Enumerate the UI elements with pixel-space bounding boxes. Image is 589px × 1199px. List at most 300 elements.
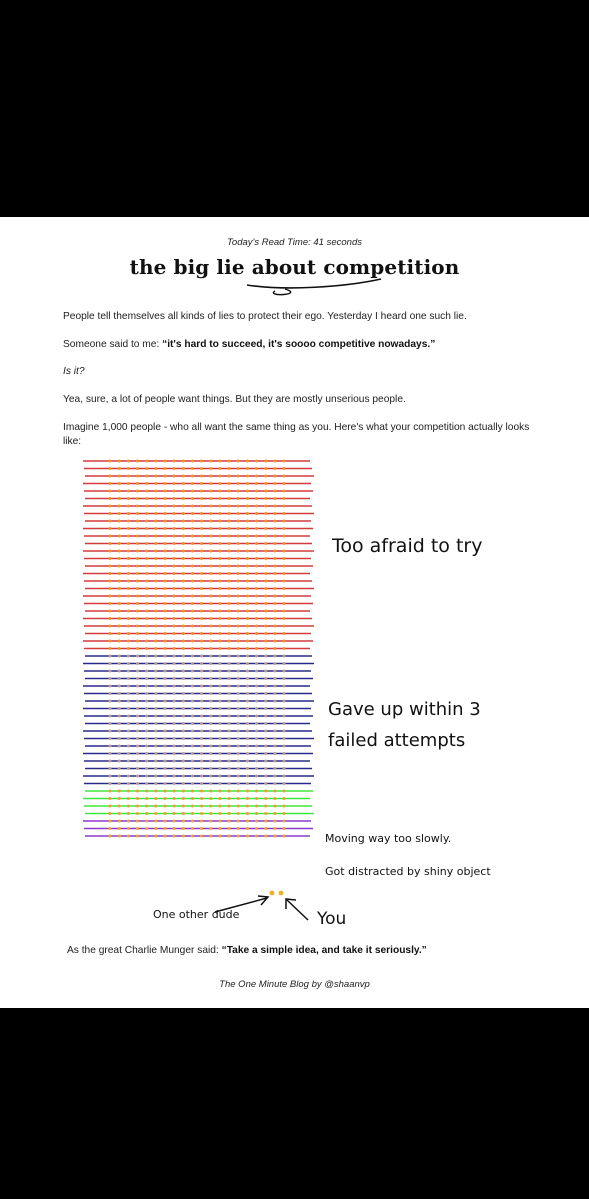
person-dot xyxy=(273,565,276,568)
person-dot xyxy=(237,707,240,710)
person-dot xyxy=(228,460,231,463)
person-dot xyxy=(218,527,221,530)
person-dot xyxy=(283,557,286,560)
person-dot xyxy=(200,775,203,778)
person-dot xyxy=(118,767,121,770)
person-dot xyxy=(228,737,231,740)
person-dot xyxy=(173,692,176,695)
person-dot xyxy=(182,835,185,838)
person-dot xyxy=(209,700,212,703)
person-dot xyxy=(154,497,157,500)
person-dot xyxy=(273,647,276,650)
person-dot xyxy=(154,670,157,673)
person-dot xyxy=(255,692,258,695)
person-dot xyxy=(163,730,166,733)
person-dot xyxy=(109,745,112,748)
person-dot xyxy=(173,775,176,778)
person-dot xyxy=(237,467,240,470)
person-dot xyxy=(200,587,203,590)
person-dot xyxy=(200,610,203,613)
person-dot xyxy=(218,610,221,613)
person-dot xyxy=(228,670,231,673)
person-dot xyxy=(118,745,121,748)
person-dot xyxy=(136,737,139,740)
person-dot xyxy=(228,542,231,545)
person-dot xyxy=(209,460,212,463)
person-dot xyxy=(127,805,130,808)
person-dot xyxy=(173,490,176,493)
person-dot xyxy=(127,497,130,500)
person-dot xyxy=(218,835,221,838)
person-dot xyxy=(237,557,240,560)
person-dot xyxy=(109,535,112,538)
person-dot xyxy=(246,625,249,628)
person-dot xyxy=(200,670,203,673)
person-dot xyxy=(209,535,212,538)
person-dot xyxy=(154,737,157,740)
person-dot xyxy=(209,490,212,493)
person-dot xyxy=(246,722,249,725)
person-dot xyxy=(145,662,148,665)
person-dot xyxy=(154,580,157,583)
person-dot xyxy=(127,572,130,575)
person-dot xyxy=(182,707,185,710)
person-dot xyxy=(209,595,212,598)
person-dot xyxy=(127,527,130,530)
person-dot xyxy=(283,730,286,733)
person-dot xyxy=(118,557,121,560)
person-dot xyxy=(163,715,166,718)
person-dot xyxy=(255,827,258,830)
person-dot xyxy=(237,617,240,620)
person-dot xyxy=(209,520,212,523)
person-dot xyxy=(154,782,157,785)
person-dot xyxy=(182,572,185,575)
person-dot xyxy=(218,715,221,718)
person-dot xyxy=(200,505,203,508)
person-dot xyxy=(163,662,166,665)
person-dot xyxy=(255,460,258,463)
person-dot xyxy=(154,490,157,493)
person-dot xyxy=(200,835,203,838)
person-dot xyxy=(191,632,194,635)
person-dot xyxy=(136,670,139,673)
person-dot xyxy=(218,550,221,553)
person-dot xyxy=(200,535,203,538)
person-dot xyxy=(173,602,176,605)
person-dot xyxy=(109,835,112,838)
person-dot xyxy=(163,625,166,628)
person-dot xyxy=(283,625,286,628)
person-dot xyxy=(154,730,157,733)
person-dot xyxy=(264,497,267,500)
person-dot xyxy=(136,827,139,830)
person-dot xyxy=(237,662,240,665)
person-dot xyxy=(209,730,212,733)
person-dot xyxy=(127,820,130,823)
person-dot xyxy=(109,557,112,560)
person-dot xyxy=(136,587,139,590)
person-dot xyxy=(273,625,276,628)
person-dot xyxy=(218,745,221,748)
person-dot xyxy=(228,580,231,583)
person-dot xyxy=(109,467,112,470)
read-time: Today's Read Time: 41 seconds xyxy=(227,237,362,248)
person-dot xyxy=(173,542,176,545)
person-dot xyxy=(145,632,148,635)
person-dot xyxy=(209,580,212,583)
person-dot xyxy=(191,707,194,710)
person-dot xyxy=(191,790,194,793)
person-dot xyxy=(218,730,221,733)
person-dot xyxy=(163,647,166,650)
person-dot xyxy=(118,775,121,778)
person-dot xyxy=(218,467,221,470)
person-dot xyxy=(109,692,112,695)
person-dot xyxy=(136,610,139,613)
person-dot xyxy=(127,520,130,523)
person-dot xyxy=(136,647,139,650)
person-dot xyxy=(218,572,221,575)
person-dot xyxy=(182,790,185,793)
person-dot xyxy=(283,790,286,793)
person-dot xyxy=(283,812,286,815)
person-dot xyxy=(237,730,240,733)
person-dot xyxy=(237,497,240,500)
person-dot xyxy=(209,737,212,740)
person-dot xyxy=(264,610,267,613)
person-dot xyxy=(255,572,258,575)
person-dot xyxy=(173,565,176,568)
person-dot xyxy=(283,580,286,583)
person-dot xyxy=(145,745,148,748)
person-dot xyxy=(173,460,176,463)
person-dot xyxy=(228,782,231,785)
person-dot xyxy=(246,595,249,598)
person-dot xyxy=(273,640,276,643)
person-dot xyxy=(255,610,258,613)
person-dot xyxy=(191,617,194,620)
person-dot xyxy=(163,700,166,703)
person-dot xyxy=(200,490,203,493)
person-dot xyxy=(246,557,249,560)
person-dot xyxy=(145,685,148,688)
person-dot xyxy=(136,752,139,755)
person-dot xyxy=(273,490,276,493)
person-dot xyxy=(209,610,212,613)
person-dot xyxy=(154,685,157,688)
person-dot xyxy=(246,460,249,463)
person-dot xyxy=(209,632,212,635)
person-dot xyxy=(182,797,185,800)
person-dot xyxy=(145,490,148,493)
person-dot xyxy=(273,572,276,575)
person-dot xyxy=(264,722,267,725)
person-dot xyxy=(209,602,212,605)
person-dot xyxy=(264,730,267,733)
person-dot xyxy=(228,617,231,620)
person-dot xyxy=(264,677,267,680)
person-dot xyxy=(182,482,185,485)
person-dot xyxy=(237,587,240,590)
person-dot xyxy=(237,535,240,538)
person-dot xyxy=(237,812,240,815)
person-dot xyxy=(218,820,221,823)
person-dot xyxy=(191,752,194,755)
person-dot xyxy=(209,587,212,590)
person-dot xyxy=(273,835,276,838)
person-dot xyxy=(283,475,286,478)
person-dot xyxy=(264,535,267,538)
person-dot xyxy=(109,640,112,643)
person-dot xyxy=(264,490,267,493)
person-dot xyxy=(273,512,276,515)
person-dot xyxy=(145,497,148,500)
person-dot xyxy=(136,542,139,545)
person-dot xyxy=(182,632,185,635)
person-dot xyxy=(163,745,166,748)
person-dot xyxy=(255,812,258,815)
person-dot xyxy=(145,775,148,778)
person-dot xyxy=(118,647,121,650)
person-dot xyxy=(246,565,249,568)
person-dot xyxy=(154,655,157,658)
person-dot xyxy=(173,512,176,515)
person-dot xyxy=(237,602,240,605)
person-dot xyxy=(264,737,267,740)
person-dot xyxy=(173,752,176,755)
person-dot xyxy=(246,812,249,815)
person-dot xyxy=(127,610,130,613)
person-dot xyxy=(191,835,194,838)
person-dot xyxy=(154,805,157,808)
person-dot xyxy=(163,722,166,725)
person-dot xyxy=(283,527,286,530)
person-dot xyxy=(255,745,258,748)
person-dot xyxy=(264,707,267,710)
person-dot xyxy=(246,662,249,665)
person-dot xyxy=(145,730,148,733)
person-dot xyxy=(200,542,203,545)
chart-rows xyxy=(83,460,314,838)
person-dot xyxy=(218,497,221,500)
person-dot xyxy=(154,557,157,560)
person-dot xyxy=(218,475,221,478)
person-dot xyxy=(273,550,276,553)
person-dot xyxy=(200,497,203,500)
person-dot xyxy=(191,625,194,628)
person-dot xyxy=(154,767,157,770)
person-dot xyxy=(200,760,203,763)
person-dot xyxy=(136,730,139,733)
person-dot xyxy=(273,677,276,680)
person-dot xyxy=(237,700,240,703)
person-dot xyxy=(200,602,203,605)
person-dot xyxy=(163,467,166,470)
person-dot xyxy=(136,557,139,560)
person-dot xyxy=(163,527,166,530)
person-dot xyxy=(209,625,212,628)
person-dot xyxy=(154,820,157,823)
person-dot xyxy=(209,797,212,800)
person-dot xyxy=(228,655,231,658)
person-dot xyxy=(109,827,112,830)
person-dot xyxy=(109,760,112,763)
person-dot xyxy=(154,572,157,575)
person-dot xyxy=(145,467,148,470)
person-dot xyxy=(209,790,212,793)
person-dot xyxy=(228,812,231,815)
person-dot xyxy=(228,767,231,770)
person-dot xyxy=(173,475,176,478)
person-dot xyxy=(118,685,121,688)
person-dot xyxy=(182,827,185,830)
person-dot xyxy=(200,827,203,830)
person-dot xyxy=(283,692,286,695)
person-dot xyxy=(182,610,185,613)
person-dot xyxy=(182,535,185,538)
person-dot xyxy=(145,835,148,838)
person-dot xyxy=(246,512,249,515)
person-dot xyxy=(154,587,157,590)
person-dot xyxy=(182,722,185,725)
person-dot xyxy=(191,460,194,463)
person-dot xyxy=(163,827,166,830)
person-dot xyxy=(283,775,286,778)
person-dot xyxy=(182,467,185,470)
person-dot xyxy=(154,647,157,650)
person-dot xyxy=(163,557,166,560)
person-dot xyxy=(237,542,240,545)
person-dot xyxy=(154,760,157,763)
label-slow: Moving way too slowly. xyxy=(325,832,452,845)
person-dot xyxy=(163,767,166,770)
person-dot xyxy=(273,505,276,508)
person-dot xyxy=(163,580,166,583)
person-dot xyxy=(255,662,258,665)
person-dot xyxy=(273,722,276,725)
person-dot xyxy=(182,475,185,478)
person-dot xyxy=(136,595,139,598)
person-dot xyxy=(237,527,240,530)
person-dot xyxy=(145,790,148,793)
person-dot xyxy=(200,595,203,598)
label-distracted: Got distracted by shiny object xyxy=(325,865,491,878)
person-dot xyxy=(255,700,258,703)
person-dot xyxy=(145,737,148,740)
person-dot xyxy=(163,812,166,815)
person-dot xyxy=(109,587,112,590)
person-dot xyxy=(154,617,157,620)
person-dot xyxy=(136,482,139,485)
person-dot xyxy=(228,497,231,500)
person-dot xyxy=(273,775,276,778)
person-dot xyxy=(200,550,203,553)
person-dot xyxy=(136,640,139,643)
person-dot xyxy=(255,482,258,485)
person-dot xyxy=(191,505,194,508)
person-dot xyxy=(273,460,276,463)
person-dot xyxy=(209,565,212,568)
person-dot xyxy=(209,775,212,778)
person-dot xyxy=(264,595,267,598)
person-dot xyxy=(246,482,249,485)
blog-document xyxy=(0,217,589,1008)
person-dot xyxy=(200,640,203,643)
person-dot xyxy=(109,790,112,793)
person-dot xyxy=(145,640,148,643)
person-dot xyxy=(118,467,121,470)
person-dot xyxy=(228,527,231,530)
person-dot xyxy=(127,490,130,493)
person-dot xyxy=(182,497,185,500)
person-dot xyxy=(237,775,240,778)
person-dot xyxy=(118,820,121,823)
person-dot xyxy=(283,505,286,508)
person-dot xyxy=(118,497,121,500)
person-dot xyxy=(218,505,221,508)
person-dot xyxy=(209,812,212,815)
person-dot xyxy=(218,827,221,830)
person-dot xyxy=(246,535,249,538)
person-dot xyxy=(273,827,276,830)
person-dot xyxy=(182,512,185,515)
person-dot xyxy=(118,475,121,478)
person-dot xyxy=(109,700,112,703)
person-dot xyxy=(255,542,258,545)
person-dot xyxy=(209,475,212,478)
person-dot xyxy=(283,677,286,680)
person-dot xyxy=(283,827,286,830)
person-dot xyxy=(127,670,130,673)
arrow-you xyxy=(287,900,308,920)
person-dot xyxy=(182,662,185,665)
person-dot xyxy=(237,745,240,748)
person-dot xyxy=(182,557,185,560)
person-dot xyxy=(255,640,258,643)
person-dot xyxy=(228,482,231,485)
person-dot xyxy=(118,730,121,733)
person-dot xyxy=(154,812,157,815)
person-dot xyxy=(283,497,286,500)
person-dot xyxy=(182,490,185,493)
person-dot xyxy=(163,805,166,808)
person-dot xyxy=(255,707,258,710)
person-dot xyxy=(182,550,185,553)
person-dot xyxy=(283,467,286,470)
person-dot xyxy=(109,550,112,553)
person-dot xyxy=(136,460,139,463)
person-dot xyxy=(255,497,258,500)
person-dot xyxy=(228,685,231,688)
person-dot xyxy=(136,602,139,605)
person-dot xyxy=(246,475,249,478)
person-dot xyxy=(118,617,121,620)
person-dot xyxy=(264,467,267,470)
person-dot xyxy=(182,775,185,778)
person-dot xyxy=(264,790,267,793)
person-dot xyxy=(118,700,121,703)
person-dot xyxy=(283,737,286,740)
person-dot xyxy=(182,677,185,680)
person-dot xyxy=(191,745,194,748)
person-dot xyxy=(246,775,249,778)
other-dude-dot xyxy=(270,891,275,896)
person-dot xyxy=(255,722,258,725)
person-dot xyxy=(200,482,203,485)
person-dot xyxy=(246,692,249,695)
munger-prefix: As the great Charlie Munger said: xyxy=(67,945,222,956)
